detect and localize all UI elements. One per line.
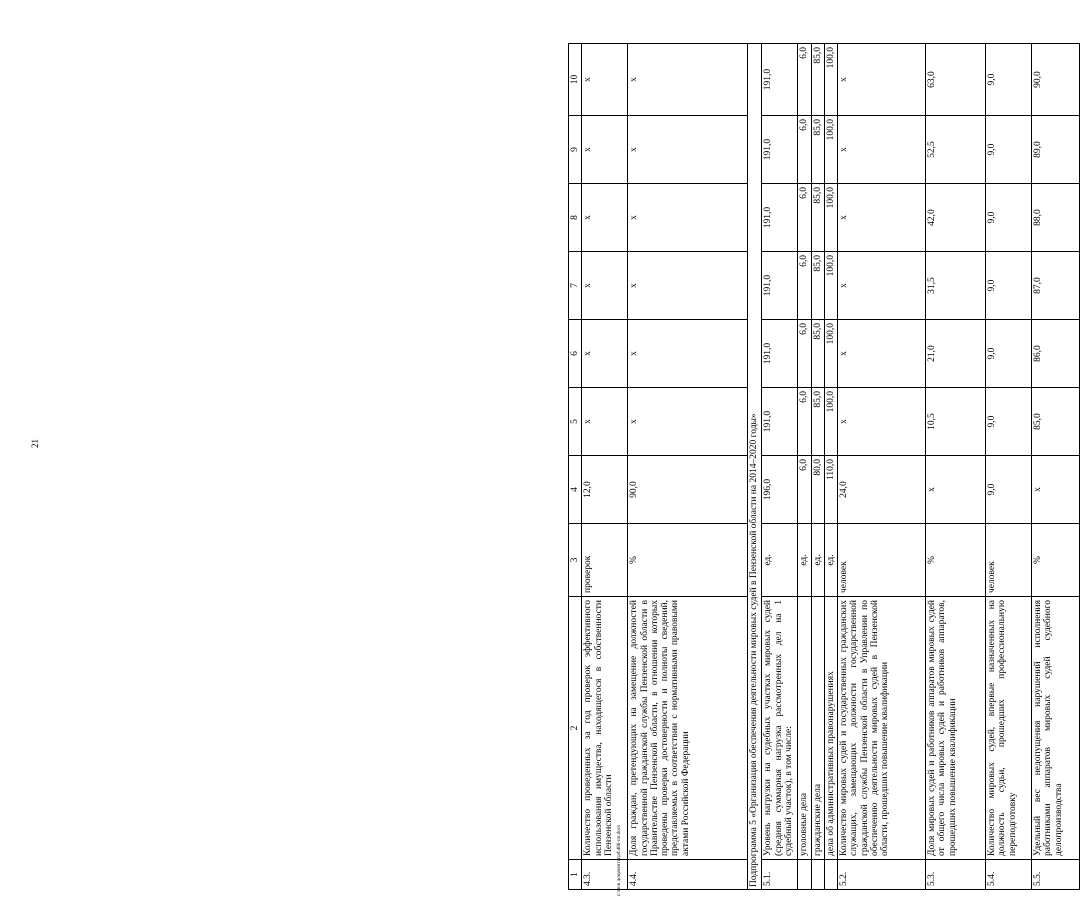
indicator-name: Уровень нагрузки на судебных участках мировых судей (средняя суммарная нагрузка рассмотренных дел на 1 судебный участок), в том числе: [762,597,798,860]
table-row [986,44,1032,890]
table-row [1032,44,1080,890]
value-cell: 52,5 [926,116,986,184]
value-cell: x [582,252,628,320]
header-cell: 6 [569,320,582,388]
header-cell: 9 [569,116,582,184]
value-cell: x [926,456,986,524]
unit-cell: ед. [824,524,837,597]
value-cell: 191,0 [762,44,798,116]
value-cell: 9,0 [986,44,1032,116]
value-cell: 85,0 [811,320,824,388]
rotated-table-wrapper [568,44,1080,890]
empty-cell [811,860,824,890]
value-cell: 191,0 [762,388,798,456]
value-cell: 9,0 [986,184,1032,252]
header-cell: 4 [569,456,582,524]
value-cell: 24,0 [838,456,926,524]
value-cell: x [838,320,926,388]
value-cell: x [628,184,748,252]
value-cell: x [628,320,748,388]
value-cell: 85,0 [811,44,824,116]
value-cell: 6,0 [798,44,811,116]
table-row [926,44,986,890]
row-number: 5.2. [838,860,926,890]
subprogram-title: Подпрограмма 5 «Организация обеспечения деятельности мировых судей в Пензенской области на 2014–2020 годы» [748,44,762,890]
unit-cell: % [926,524,986,597]
value-cell: 6,0 [798,320,811,388]
value-cell: 6,0 [798,184,811,252]
value-cell: x [838,116,926,184]
value-cell: 9,0 [986,388,1032,456]
value-cell: 87,0 [1032,252,1080,320]
table-row [838,44,926,890]
value-cell: 85,0 [811,388,824,456]
subprogram-row [748,44,762,890]
indicator-name: Удельный вес недопущения нарушений исполнения работниками аппаратов мировых судей судебного делопроизводства [1032,597,1080,860]
row-number: 5.5. [1032,860,1080,890]
unit-cell: человек [986,524,1032,597]
row-number: 4.4. [628,860,748,890]
value-cell: 63,0 [926,44,986,116]
value-cell: 89,0 [1032,116,1080,184]
value-cell: x [582,184,628,252]
value-cell: 110,0 [824,456,837,524]
value-cell: 88,0 [1032,184,1080,252]
page-number: 21 [30,439,40,448]
value-cell: 85,0 [811,184,824,252]
indicator-name: Доля граждан, претендующих на замещение должностей государственной гражданской службы Пензенской области в Правительстве Пензенской области, в отношении которых проведены проверки достоверности и полноты сведений, представляемых в соответствии с нормативными правовыми актами Российской Федерации [628,597,748,860]
table-row [811,44,824,890]
indicator-name: уголовные дела [798,597,811,860]
row-number: 5.4. [986,860,1032,890]
value-cell: x [582,320,628,388]
empty-cell [824,860,837,890]
value-cell: x [838,44,926,116]
value-cell: 9,0 [986,456,1032,524]
unit-cell: проверок [582,524,628,597]
header-cell: 10 [569,44,582,116]
value-cell: 86,0 [1032,320,1080,388]
unit-cell: % [628,524,748,597]
value-cell: 90,0 [1032,44,1080,116]
header-cell: 5 [569,388,582,456]
row-number: 4.3. [582,860,628,890]
unit-cell: ед. [811,524,824,597]
value-cell: 6,0 [798,252,811,320]
row-number: 5.1. [762,860,798,890]
row-number: 5.3. [926,860,986,890]
indicators-table [568,43,1080,890]
value-cell: 100,0 [824,320,837,388]
value-cell: 100,0 [824,388,837,456]
value-cell: 42,0 [926,184,986,252]
value-cell: x [582,44,628,116]
header-cell: 8 [569,184,582,252]
unit-cell: ед. [762,524,798,597]
value-cell: 191,0 [762,320,798,388]
value-cell: 90,0 [628,456,748,524]
value-cell: 85,0 [811,116,824,184]
table-body [569,44,1080,890]
value-cell: x [628,116,748,184]
value-cell: x [838,388,926,456]
header-cell: 2 [569,597,582,860]
value-cell: 191,0 [762,252,798,320]
unit-cell: ед. [798,524,811,597]
indicator-name: гражданские дела [811,597,824,860]
value-cell: 21,0 [926,320,986,388]
indicator-name: Количество проведенных за год проверок эффективного использования имущества, находящегося в собственности Пензенской области [582,597,628,860]
indicator-name: Количество мировых судей, впервые назначенных на должность судьи, прошедших профессиональную переподготовку [986,597,1032,860]
value-cell: 9,0 [986,116,1032,184]
table-row [762,44,798,890]
value-cell: 100,0 [824,252,837,320]
value-cell: 9,0 [986,320,1032,388]
header-cell: 1 [569,860,582,890]
value-cell: 191,0 [762,184,798,252]
value-cell: x [628,388,748,456]
value-cell: 85,0 [811,252,824,320]
value-cell: 80,0 [811,456,824,524]
value-cell: 191,0 [762,116,798,184]
table-row [582,44,628,890]
value-cell: 9,0 [986,252,1032,320]
value-cell: 100,0 [824,116,837,184]
value-cell: 31,5 [926,252,986,320]
unit-cell: человек [838,524,926,597]
value-cell: 196,0 [762,456,798,524]
value-cell: 85,0 [1032,388,1080,456]
header-cell: 7 [569,252,582,320]
indicator-name: Доля мировых судей и работников аппаратов мировых судей от общего числа мировых судей и работников аппаратов, прошедших повышение квалификации [926,597,986,860]
value-cell: x [838,184,926,252]
value-cell: x [838,252,926,320]
table-row [628,44,748,890]
value-cell: 6,0 [798,116,811,184]
header-row [569,44,582,890]
indicator-name: Количество мировых судей и государственных гражданских служащих, замещающих должности государственной гражданской службы Пензенской области в Управлении по обеспечению деятельности мировых судей в Пензенской области, прошедших повышение квалификации [838,597,926,860]
header-cell: 3 [569,524,582,597]
value-cell: x [628,252,748,320]
value-cell: 6,0 [798,456,811,524]
value-cell: 100,0 [824,44,837,116]
table-row [798,44,811,890]
value-cell: x [628,44,748,116]
footer-path: c:\мои документы\pd\466-пп.docx [617,824,622,896]
value-cell: 12,0 [582,456,628,524]
value-cell: x [1032,456,1080,524]
indicator-name: дела об административных правонарушениях [824,597,837,860]
value-cell: x [582,388,628,456]
unit-cell: % [1032,524,1080,597]
table-row [824,44,837,890]
value-cell: x [582,116,628,184]
value-cell: 100,0 [824,184,837,252]
empty-cell [798,860,811,890]
value-cell: 6,0 [798,388,811,456]
value-cell: 10,5 [926,388,986,456]
